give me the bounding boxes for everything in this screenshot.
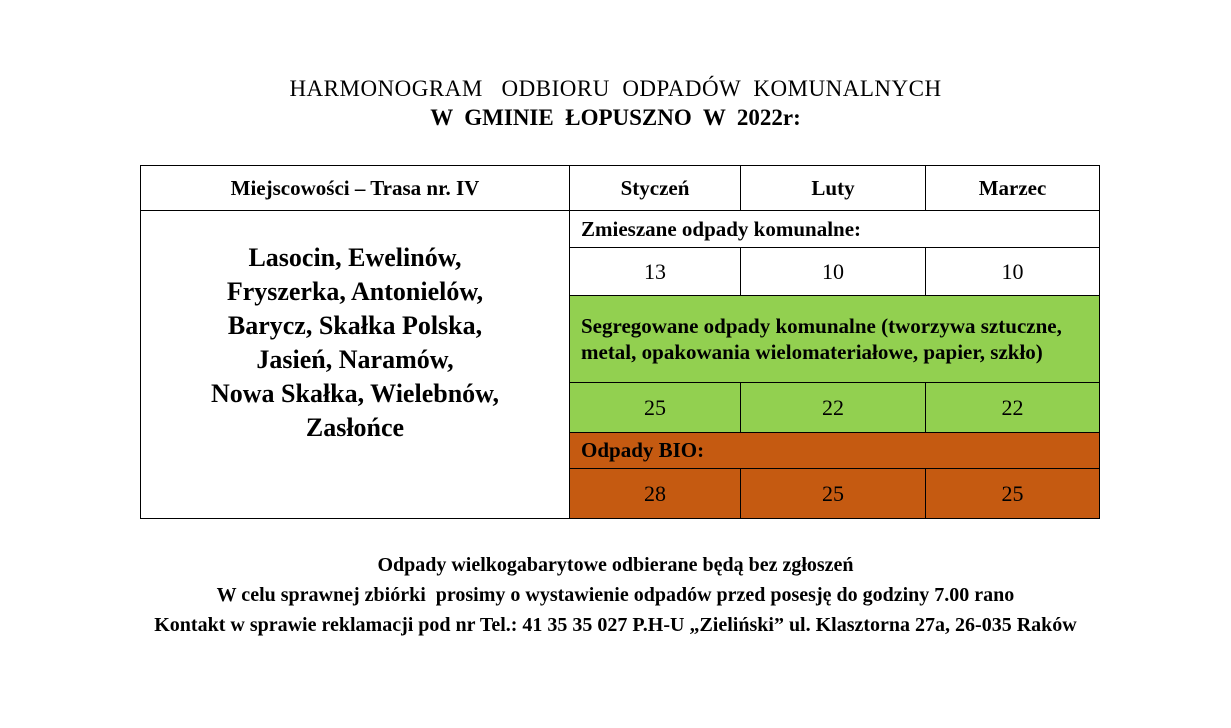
document-title: HARMONOGRAM ODBIORU ODPADÓW KOMUNALNYCH [289, 76, 942, 101]
category-mixed-waste: Zmieszane odpady komunalne: [570, 211, 1100, 248]
table-row [141, 211, 1100, 248]
locality-line: Nowa Skałka, Wielebnów, [210, 379, 499, 408]
category-segregated-waste: Segregowane odpady komunalne (tworzywa sztuczne, metal, opakowania wielomateriałowe, papier, szkło) [570, 296, 1100, 383]
locality-line: Barycz, Skałka Polska, [227, 311, 483, 340]
locality-line: Lasocin, Ewelinów, [248, 243, 462, 272]
complaint-contact: Kontakt w sprawie reklamacji pod nr Tel.: 41 35 35 027 P.H-U „Zieliński” ul. Klasztorna 27a, 26-035 Raków [154, 614, 1077, 636]
locality-line: Jasień, Naramów, [256, 345, 454, 374]
day-segregated-january: 25 [570, 383, 741, 433]
bulky-waste-note: Odpady wielkogabarytowe odbierane będą bez zgłoszeń [377, 554, 854, 576]
category-bio-waste: Odpady BIO: [570, 433, 1100, 469]
day-segregated-february: 22 [741, 383, 926, 433]
day-segregated-march: 22 [926, 383, 1100, 433]
day-bio-january: 28 [570, 469, 741, 519]
table-header-row [141, 166, 1100, 211]
day-bio-march: 25 [926, 469, 1100, 519]
localities-cell [141, 211, 570, 519]
document-subtitle: W GMINIE ŁOPUSZNO W 2022r: [430, 105, 801, 130]
month-header-february: Luty [741, 166, 926, 211]
route-header: Miejscowości – Trasa nr. IV [141, 166, 570, 211]
schedule-table [140, 165, 1100, 519]
day-mixed-march: 10 [926, 248, 1100, 296]
day-bio-february: 25 [741, 469, 926, 519]
month-header-march: Marzec [926, 166, 1100, 211]
locality-line: Zasłońce [305, 413, 405, 442]
collection-instruction: W celu sprawnej zbiórki prosimy o wystawienie odpadów przed posesję do godziny 7.00 rano [216, 584, 1015, 606]
day-mixed-february: 10 [741, 248, 926, 296]
day-mixed-january: 13 [570, 248, 741, 296]
locality-line: Fryszerka, Antonielów, [226, 277, 484, 306]
month-header-january: Styczeń [570, 166, 741, 211]
